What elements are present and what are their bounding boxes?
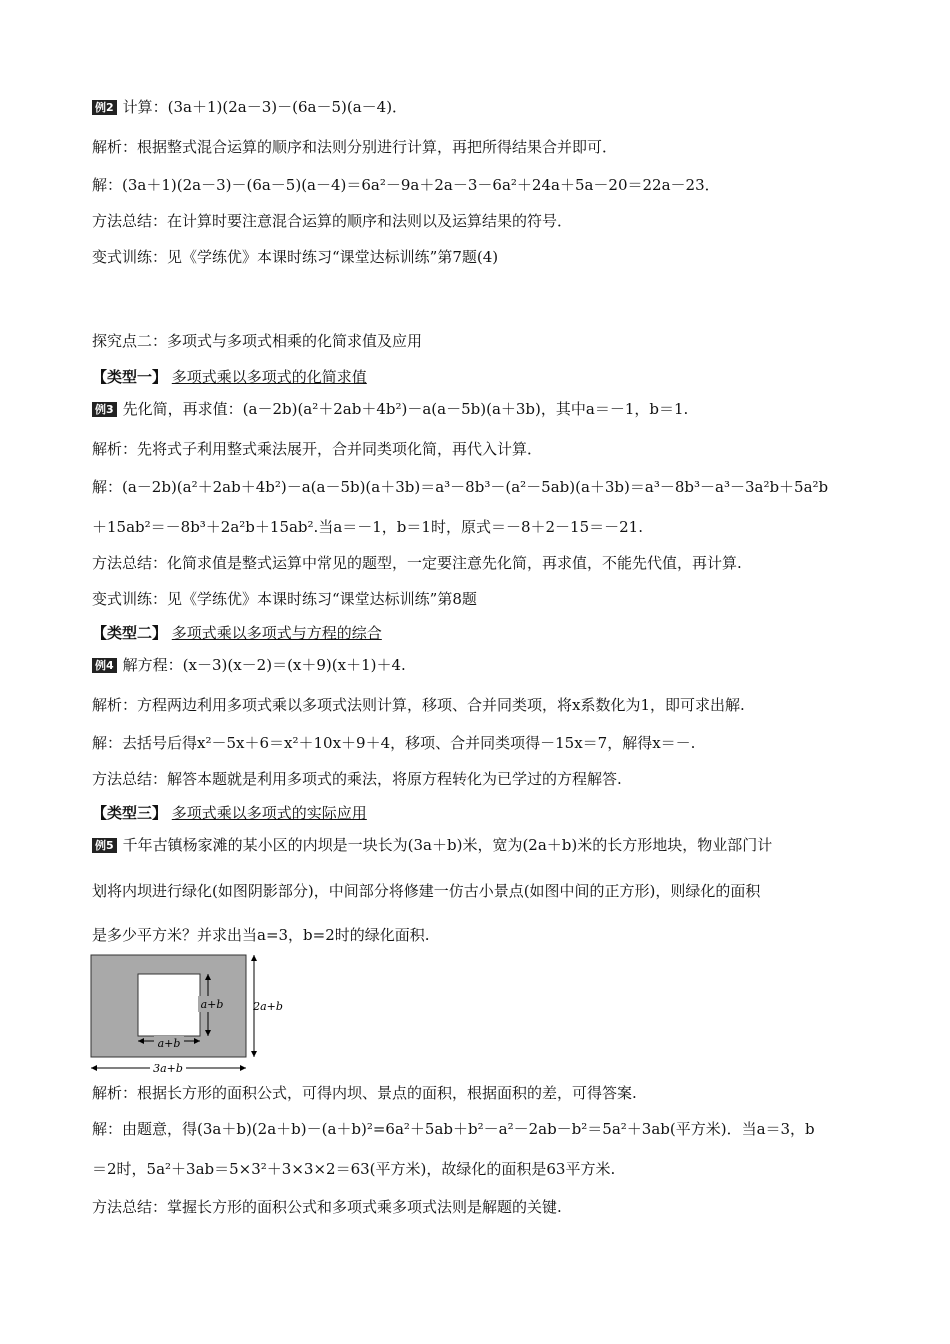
line-text: 计算：(3a＋1)(2a－3)－(6a－5)(a－4)．	[122, 98, 408, 116]
line-text: 方法总结：在计算时要注意混合运算的顺序和法则以及运算结果的符号．	[92, 212, 573, 230]
line-text: 解析：根据长方形的面积公式，可得内坝、景点的面积，根据面积的差，可得答案.	[92, 1084, 637, 1102]
text-line	[92, 732, 695, 754]
line-text: 解方程：(x－3)(x－2)＝(x＋9)(x＋1)＋4.	[122, 656, 406, 674]
text-line	[92, 834, 772, 856]
line-text: ＝2时，5a²＋3ab＝5×3²＋3×3×2＝63(平方米)，故绿化的面积是63平方米.	[92, 1160, 616, 1178]
line-text: 千年古镇杨家滩的某小区的内坝是一块长为(3a＋b)米，宽为(2a＋b)米的长方形地块，物业部门计	[122, 836, 773, 854]
text-line	[92, 366, 367, 388]
section-heading: 多项式乘以多项式的化简求值	[171, 368, 367, 386]
text-line	[92, 654, 406, 676]
line-text: 解析：方程两边利用多项式乘以多项式法则计算，移项、合并同类项，将x系数化为1，即可求出解.	[92, 696, 745, 714]
category-tag: 【类型二】	[92, 624, 168, 642]
line-text: 解析：根据整式混合运算的顺序和法则分别进行计算，再把所得结果合并即可．	[92, 138, 618, 156]
text-line	[92, 924, 430, 946]
width-label: 3a+b	[153, 1062, 183, 1075]
text-line	[92, 1082, 637, 1104]
line-text: 变式训练：见《学练优》本课时练习“课堂达标训练”第7题(4)	[92, 248, 499, 266]
text-line	[92, 136, 617, 158]
side-label: a+b	[200, 998, 224, 1011]
text-line	[92, 96, 407, 118]
example-badge: 例5	[92, 838, 117, 853]
inner-bottom-label: a+b	[157, 1037, 181, 1050]
line-text: 方法总结：化简求值是整式运算中常见的题型，一定要注意先化简，再求值，不能先代值，再计算.	[92, 554, 742, 572]
text-line	[92, 330, 422, 352]
text-line	[92, 438, 542, 460]
example-badge: 例2	[92, 100, 117, 115]
line-text: 是多少平方米？并求出当a=3，b=2时的绿化面积.	[92, 926, 430, 944]
example-badge: 例3	[92, 402, 117, 417]
line-text: 解：由题意，得(3a＋b)(2a＋b)－(a＋b)²=6a²＋5ab＋b²－a²－2ab－b²＝5a²＋3ab(平方米)．当a＝3，b	[92, 1120, 815, 1138]
section-heading: 多项式乘以多项式与方程的综合	[171, 624, 382, 642]
text-line	[92, 476, 828, 498]
text-line	[92, 694, 745, 716]
category-tag: 【类型三】	[92, 804, 168, 822]
text-line	[92, 622, 382, 644]
line-text: 解析：先将式子利用整式乘法展开，合并同类项化简，再代入计算．	[92, 440, 543, 458]
text-line	[92, 516, 643, 538]
line-text: 变式训练：见《学练优》本课时练习“课堂达标训练”第8题	[92, 590, 477, 608]
category-tag: 【类型一】	[92, 368, 168, 386]
example-badge: 例4	[92, 658, 117, 673]
center-square	[138, 974, 200, 1036]
text-line	[92, 552, 742, 574]
text-line	[92, 588, 477, 610]
line-text: 解：(a－2b)(a²＋2ab＋4b²)－a(a－5b)(a＋3b)＝a³－8b³－(a²－5ab)(a＋3b)＝a³－8b³－a³－3a²b＋5a²b	[92, 478, 829, 496]
line-text: 解：(3a＋1)(2a－3)－(6a－5)(a－4)＝6a²－9a＋2a－3－6a²＋24a＋5a－20＝22a－23．	[92, 176, 720, 194]
text-line	[92, 1196, 562, 1218]
section-heading: 多项式乘以多项式的实际应用	[171, 804, 367, 822]
text-line	[92, 880, 760, 902]
text-line	[92, 1158, 615, 1180]
text-line	[92, 398, 688, 420]
text-line	[92, 1118, 815, 1140]
line-text: 解：去括号后得x²－5x＋6＝x²＋10x＋9＋4，移项、合并同类项得－15x＝7，解得x＝－.	[92, 734, 696, 752]
line-text: 方法总结：解答本题就是利用多项式的乘法，将原方程转化为已学过的方程解答.	[92, 770, 622, 788]
line-text: ＋15ab²＝－8b³＋2a²b＋15ab².当a＝－1，b＝1时，原式＝－8＋2－15＝－21.	[92, 518, 643, 536]
line-text: 划将内坝进行绿化(如图阴影部分)，中间部分将修建一仿古小景点(如图中间的正方形)，则绿化的面积	[92, 882, 761, 900]
text-line	[92, 768, 622, 790]
text-line	[92, 174, 720, 196]
line-text: 探究点二：多项式与多项式相乘的化简求值及应用	[92, 332, 423, 350]
text-line	[92, 246, 498, 268]
line-text: 方法总结：掌握长方形的面积公式和多项式乘多项式法则是解题的关键.	[92, 1198, 562, 1216]
text-line	[92, 802, 367, 824]
garden-diagram	[88, 952, 298, 1082]
line-text: 先化简，再求值：(a－2b)(a²＋2ab＋4b²)－a(a－5b)(a＋3b)，其中a＝－1，b＝1.	[122, 400, 689, 418]
height-label: 2a+b	[253, 1000, 283, 1013]
text-line	[92, 210, 572, 232]
